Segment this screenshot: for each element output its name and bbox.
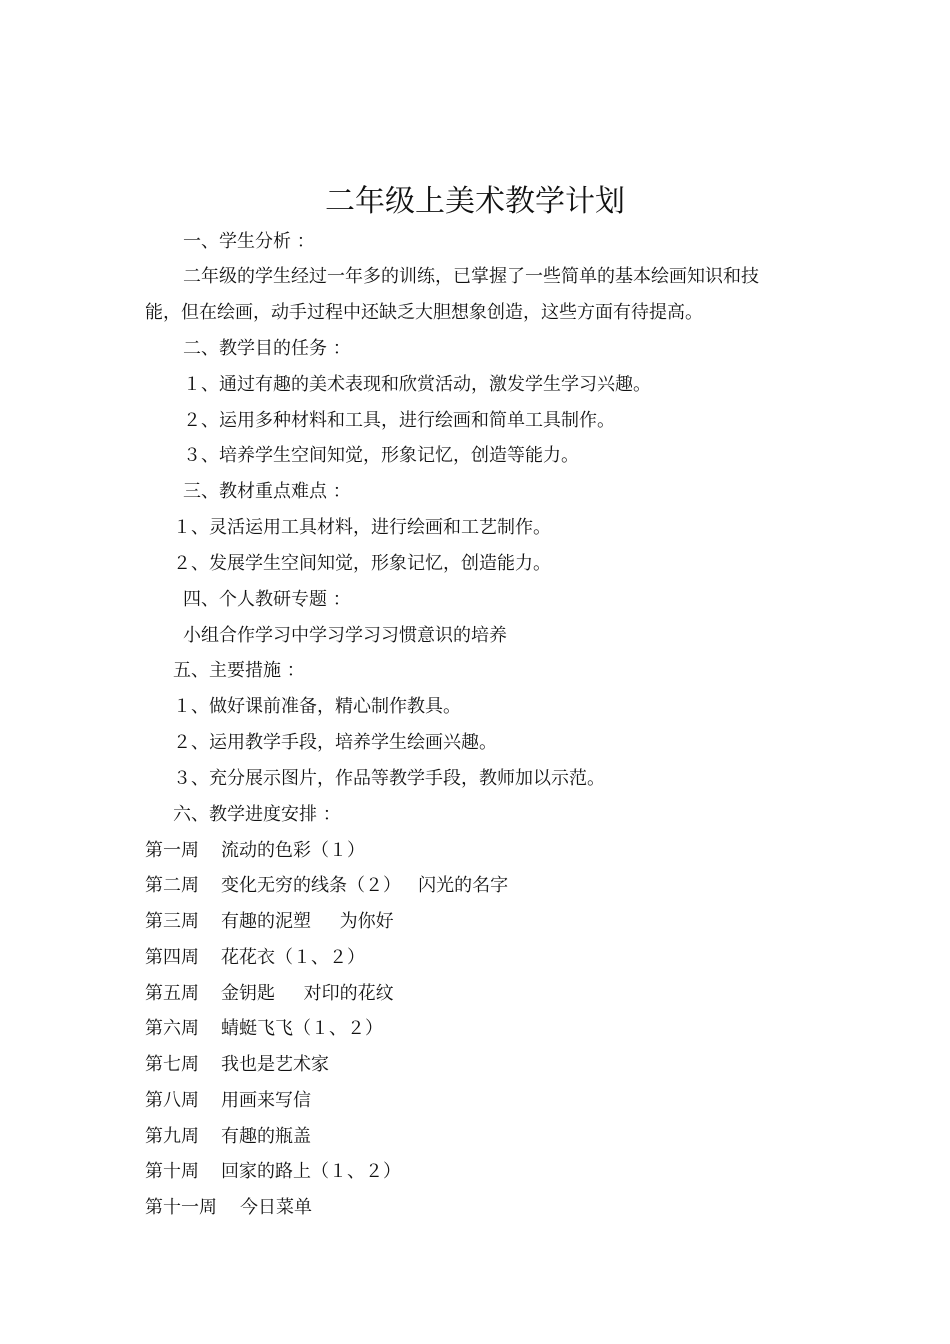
measure-item: １、做好课前准备，精心制作教具。: [173, 696, 461, 717]
week-content: 变化无穷的线条（２） 闪光的名字: [221, 875, 509, 896]
week-content: 回家的路上（１、２）: [221, 1161, 401, 1182]
key-point-item: ２、发展学生空间知觉，形象记忆，创造能力。: [173, 553, 551, 574]
teaching-goal-item: １、通过有趣的美术表现和欣赏活动，激发学生学习兴趣。: [183, 374, 651, 395]
week-content: 蜻蜓飞飞（１、２）: [221, 1018, 383, 1039]
week-content: 我也是艺术家: [221, 1054, 329, 1075]
week-content: 流动的色彩（１）: [221, 840, 365, 861]
schedule-row: [145, 909, 394, 935]
schedule-row: [145, 1124, 311, 1150]
week-label: 第十周: [145, 1161, 199, 1182]
measure-item: ３、充分展示图片，作品等教学手段，教师加以示范。: [173, 768, 605, 789]
document-title: 二年级上美术教学计划: [325, 184, 625, 219]
key-point-item: １、灵活运用工具材料，进行绘画和工艺制作。: [173, 517, 551, 538]
schedule-row: [145, 945, 365, 971]
section-heading-research-topic: 四、个人教研专题 ：: [183, 589, 351, 610]
week-content: 今日菜单: [240, 1197, 312, 1218]
week-label: 第八周: [145, 1090, 199, 1111]
student-analysis-paragraph-line-2: 能，但在绘画，动手过程中还缺乏大胆想象创造，这些方面有待提高。: [145, 302, 703, 323]
schedule-row: [145, 1195, 312, 1221]
week-content: 花花衣（１、２）: [221, 947, 365, 968]
student-analysis-paragraph-line-1: 二年级的学生经过一年多的训练，已掌握了一些简单的基本绘画知识和技: [183, 266, 759, 287]
week-label: 第十一周: [145, 1197, 217, 1218]
teaching-goal-item: ２、运用多种材料和工具，进行绘画和简单工具制作。: [183, 410, 615, 431]
week-label: 第六周: [145, 1018, 199, 1039]
section-heading-teaching-goals: 二、教学目的任务 ：: [183, 338, 351, 359]
section-heading-main-measures: 五、主要措施 ：: [173, 660, 305, 681]
measure-item: ２、运用教学手段，培养学生绘画兴趣。: [173, 732, 497, 753]
schedule-row: [145, 1016, 383, 1042]
week-label: 第九周: [145, 1126, 199, 1147]
week-label: 第二周: [145, 875, 199, 896]
schedule-row: [145, 873, 508, 899]
schedule-row: [145, 838, 365, 864]
schedule-row: [145, 1159, 401, 1185]
week-content: 有趣的泥塑 为你好: [221, 911, 394, 932]
teaching-goal-item: ３、培养学生空间知觉，形象记忆，创造等能力。: [183, 445, 579, 466]
week-label: 第四周: [145, 947, 199, 968]
week-content: 用画来写信: [221, 1090, 311, 1111]
week-label: 第七周: [145, 1054, 199, 1075]
research-topic-text: 小组合作学习中学习学习习惯意识的培养: [183, 625, 507, 646]
schedule-row: [145, 1052, 329, 1078]
week-label: 第五周: [145, 983, 199, 1004]
schedule-row: [145, 1088, 311, 1114]
section-heading-key-points: 三、教材重点难点 ：: [183, 481, 351, 502]
schedule-row: [145, 981, 394, 1007]
week-label: 第三周: [145, 911, 199, 932]
week-label: 第一周: [145, 840, 199, 861]
section-heading-student-analysis: 一、学生分析 ：: [183, 231, 315, 252]
section-heading-schedule: 六、教学进度安排 ：: [173, 804, 341, 825]
week-content: 金钥匙 对印的花纹: [221, 983, 394, 1004]
week-content: 有趣的瓶盖: [221, 1126, 311, 1147]
